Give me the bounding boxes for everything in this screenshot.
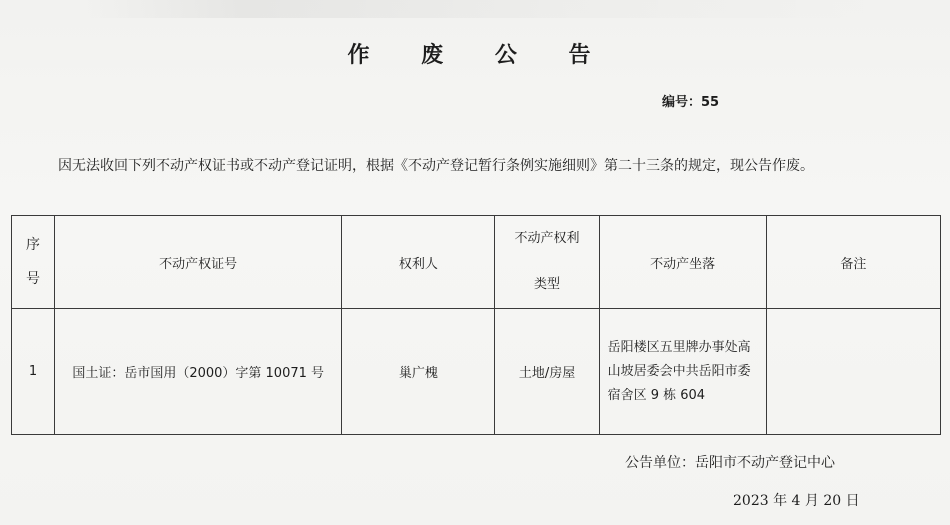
page-title: 作 废 公 告 bbox=[347, 43, 613, 68]
cell-type: 土地/房屋 bbox=[495, 309, 599, 435]
header-seq-line2: 号 bbox=[26, 271, 41, 287]
header-seq-line1: 序 bbox=[26, 237, 41, 253]
header-type-line2: 类型 bbox=[534, 277, 561, 292]
certificate-table bbox=[11, 215, 941, 435]
table-row bbox=[12, 309, 941, 435]
header-type-line1: 不动产权利 bbox=[514, 231, 580, 246]
cell-note bbox=[766, 309, 940, 435]
header-seq bbox=[12, 216, 55, 309]
document-number: 编号：55 bbox=[662, 95, 720, 110]
date-line: 2023 年 4 月 20 日 bbox=[733, 493, 860, 509]
intro-paragraph: 因无法收回下列不动产权证书或不动产登记证明，根据《不动产登记暂行条例实施细则》第二十三条的规定，现公告作废。 bbox=[58, 158, 814, 174]
header-owner: 权利人 bbox=[342, 216, 495, 309]
cell-cert: 国土证：岳市国用（2000）字第 10071 号 bbox=[55, 309, 342, 435]
header-location: 不动产坐落 bbox=[599, 216, 766, 309]
table-header-row bbox=[12, 216, 941, 309]
header-type bbox=[495, 216, 599, 309]
issuer-line: 公告单位：岳阳市不动产登记中心 bbox=[625, 455, 835, 471]
scan-smudge bbox=[80, 0, 900, 18]
cell-seq: 1 bbox=[12, 309, 55, 435]
header-note: 备注 bbox=[766, 216, 940, 309]
cell-owner: 巢广槐 bbox=[342, 309, 495, 435]
cell-location: 岳阳楼区五里牌办事处高山坡居委会中共岳阳市委宿舍区 9 栋 604 bbox=[599, 309, 766, 435]
header-cert: 不动产权证号 bbox=[55, 216, 342, 309]
